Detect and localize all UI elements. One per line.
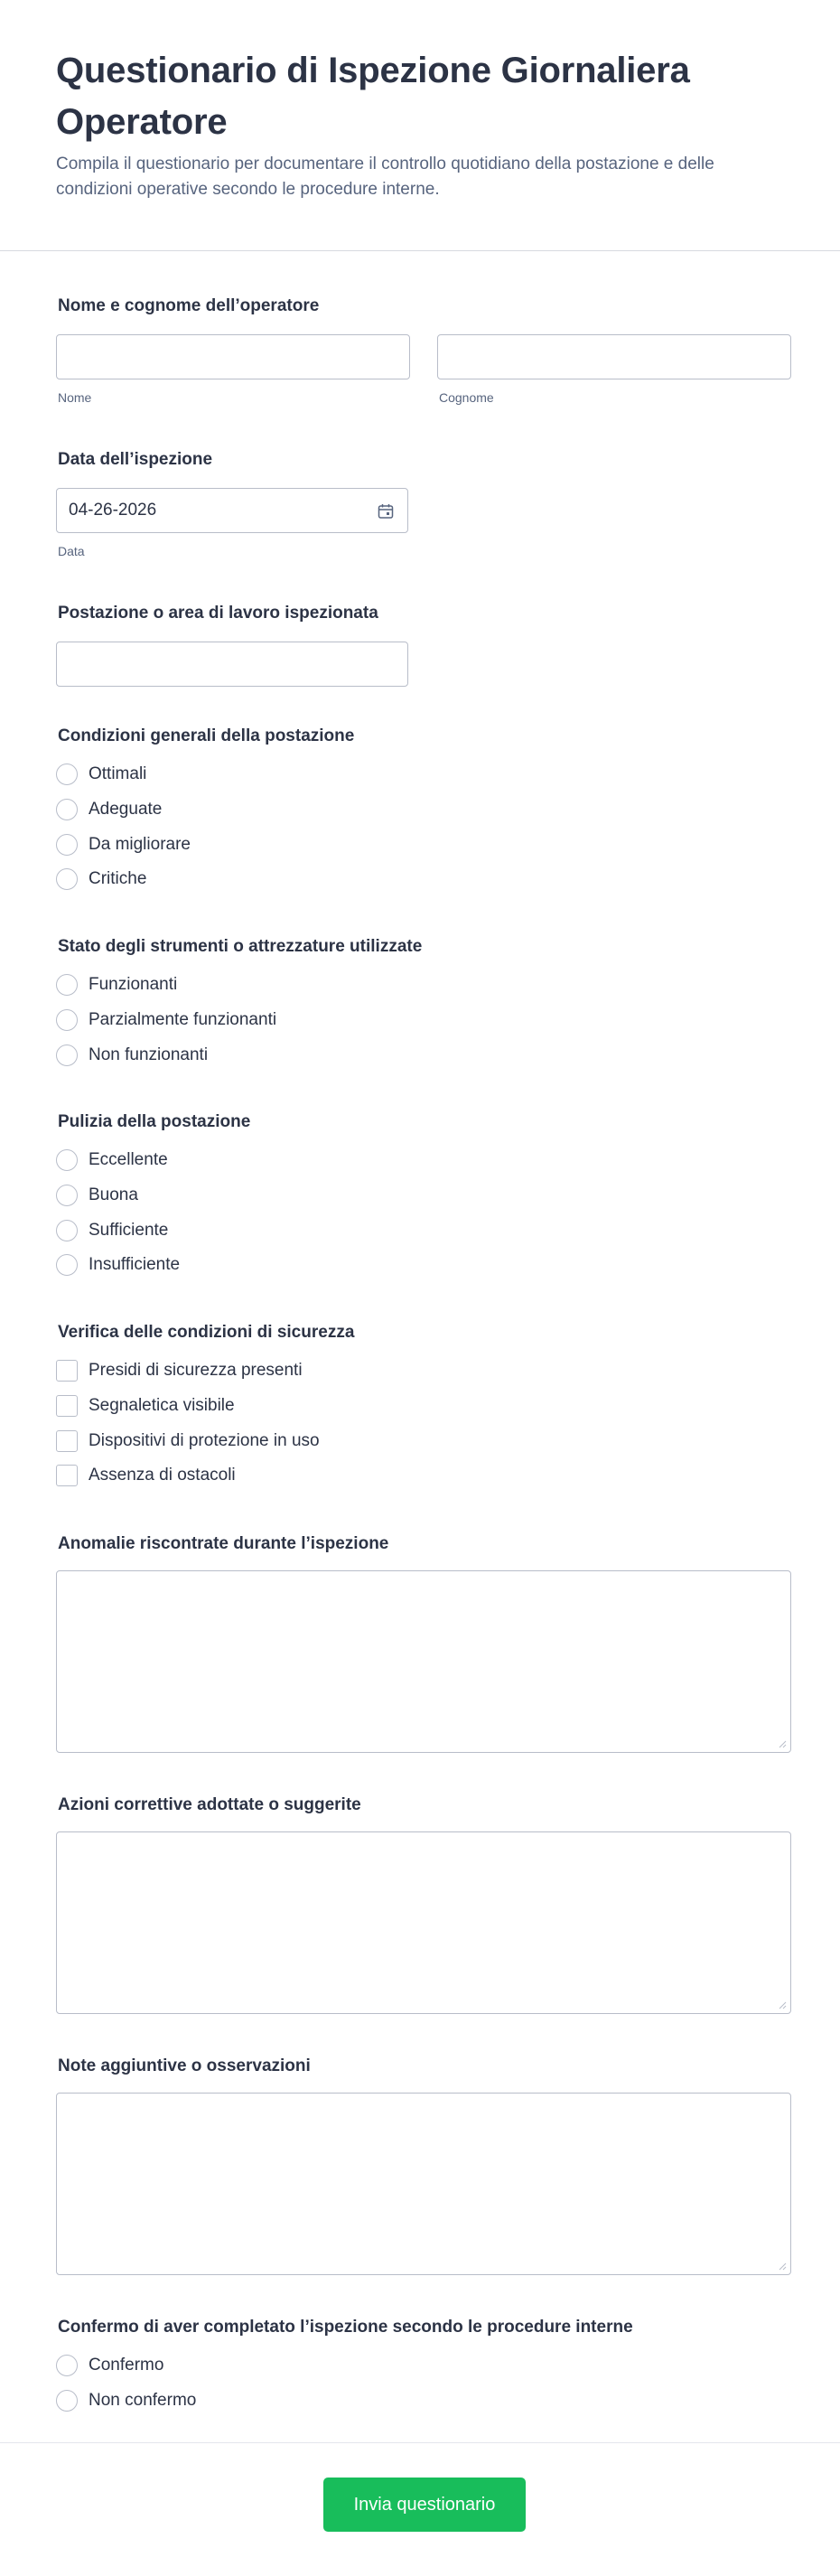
radio-button[interactable] bbox=[56, 799, 78, 820]
option-label: Insufficiente bbox=[89, 1255, 181, 1274]
option-label: Segnaletica visibile bbox=[89, 1396, 235, 1415]
inspection-date-label: Data dell’ispezione bbox=[58, 450, 213, 469]
option-label: Parzialmente funzionanti bbox=[89, 1010, 277, 1029]
radio-button[interactable] bbox=[56, 2355, 78, 2376]
first-name-input[interactable] bbox=[56, 334, 410, 379]
page-subtitle: Compila il questionario per documentare il controllo quotidiano della postazione e delle condizioni operative secondo le procedure interne. bbox=[56, 155, 714, 199]
radio-button[interactable] bbox=[56, 834, 78, 856]
radio-option[interactable] bbox=[56, 833, 191, 857]
checkbox[interactable] bbox=[56, 1430, 78, 1452]
radio-option[interactable] bbox=[56, 1219, 168, 1242]
radio-option[interactable] bbox=[56, 867, 146, 891]
checkbox[interactable] bbox=[56, 1360, 78, 1382]
first-name-sublabel: Nome bbox=[58, 390, 92, 405]
form-body bbox=[0, 251, 840, 2442]
radio-option[interactable] bbox=[56, 2389, 196, 2412]
option-label: Dispositivi di protezione in uso bbox=[89, 1431, 320, 1450]
safety-field bbox=[56, 1323, 791, 1494]
checkbox[interactable] bbox=[56, 1395, 78, 1417]
resize-grip-icon[interactable] bbox=[778, 1739, 787, 1748]
checkbox-option[interactable] bbox=[56, 1359, 303, 1382]
option-label: Presidi di sicurezza presenti bbox=[89, 1361, 303, 1380]
operator-name-field bbox=[56, 296, 791, 405]
checkbox-option[interactable] bbox=[56, 1464, 236, 1487]
radio-option[interactable] bbox=[56, 1008, 276, 1032]
date-value: 04-26-2026 bbox=[69, 501, 157, 520]
radio-button[interactable] bbox=[56, 1254, 78, 1276]
date-sublabel: Data bbox=[58, 544, 85, 558]
radio-option[interactable] bbox=[56, 763, 146, 786]
radio-button[interactable] bbox=[56, 868, 78, 890]
anomalies-label: Anomalie riscontrate durante l’ispezione bbox=[58, 1534, 389, 1553]
corrective-actions-label: Azioni correttive adottate o suggerite bbox=[58, 1795, 361, 1814]
confirm-label: Confermo di aver completato l’ispezione secondo le procedure interne bbox=[58, 2318, 633, 2337]
radio-button[interactable] bbox=[56, 1220, 78, 1241]
last-name-sublabel: Cognome bbox=[439, 390, 494, 405]
notes-label: Note aggiuntive o osservazioni bbox=[58, 2056, 311, 2075]
tools-label: Stato degli strumenti o attrezzature utilizzate bbox=[58, 937, 423, 956]
notes-textarea[interactable] bbox=[56, 2093, 791, 2275]
safety-label: Verifica delle condizioni di sicurezza bbox=[58, 1323, 355, 1342]
radio-button[interactable] bbox=[56, 763, 78, 785]
radio-option[interactable] bbox=[56, 798, 162, 821]
corrective-actions-field bbox=[56, 1795, 791, 2021]
last-name-input[interactable] bbox=[437, 334, 791, 379]
radio-button[interactable] bbox=[56, 1185, 78, 1206]
option-label: Buona bbox=[89, 1185, 138, 1204]
conditions-field bbox=[56, 726, 791, 898]
radio-button[interactable] bbox=[56, 974, 78, 996]
anomalies-field bbox=[56, 1534, 791, 1760]
option-label: Sufficiente bbox=[89, 1221, 169, 1240]
checkbox-option[interactable] bbox=[56, 1394, 235, 1418]
radio-button[interactable] bbox=[56, 1149, 78, 1171]
option-label: Confermo bbox=[89, 2356, 164, 2375]
calendar-icon[interactable] bbox=[377, 502, 395, 520]
notes-field bbox=[56, 2056, 791, 2282]
form-footer bbox=[0, 2442, 840, 2576]
radio-option[interactable] bbox=[56, 973, 177, 997]
radio-button[interactable] bbox=[56, 2390, 78, 2412]
checkbox[interactable] bbox=[56, 1465, 78, 1486]
option-label: Non confermo bbox=[89, 2391, 197, 2410]
radio-button[interactable] bbox=[56, 1044, 78, 1066]
radio-option[interactable] bbox=[56, 1044, 208, 1067]
cleanliness-field bbox=[56, 1112, 791, 1284]
resize-grip-icon[interactable] bbox=[778, 2262, 787, 2271]
operator-name-label: Nome e cognome dell’operatore bbox=[58, 296, 320, 315]
radio-option[interactable] bbox=[56, 1253, 180, 1277]
inspection-date-field bbox=[56, 450, 791, 558]
option-label: Eccellente bbox=[89, 1150, 168, 1169]
workstation-input[interactable] bbox=[56, 642, 408, 687]
form-header bbox=[0, 0, 840, 251]
option-label: Ottimali bbox=[89, 764, 147, 783]
tools-field bbox=[56, 937, 791, 1073]
checkbox-option[interactable] bbox=[56, 1429, 320, 1453]
radio-option[interactable] bbox=[56, 1148, 168, 1172]
date-input[interactable] bbox=[56, 488, 408, 533]
option-label: Non funzionanti bbox=[89, 1045, 209, 1064]
option-label: Da migliorare bbox=[89, 835, 191, 854]
radio-option[interactable] bbox=[56, 2354, 163, 2377]
radio-button[interactable] bbox=[56, 1009, 78, 1031]
radio-option[interactable] bbox=[56, 1184, 138, 1207]
option-label: Assenza di ostacoli bbox=[89, 1466, 236, 1485]
submit-button[interactable]: Invia questionario bbox=[323, 2478, 526, 2532]
resize-grip-icon[interactable] bbox=[778, 2000, 787, 2009]
workstation-field bbox=[56, 604, 791, 689]
option-label: Funzionanti bbox=[89, 975, 178, 994]
confirm-field bbox=[56, 2318, 791, 2417]
anomalies-textarea[interactable] bbox=[56, 1570, 791, 1753]
corrective-actions-textarea[interactable] bbox=[56, 1831, 791, 2014]
workstation-label: Postazione o area di lavoro ispezionata bbox=[58, 604, 378, 623]
option-label: Adeguate bbox=[89, 800, 163, 819]
option-label: Critiche bbox=[89, 869, 147, 888]
cleanliness-label: Pulizia della postazione bbox=[58, 1112, 251, 1131]
page-title: Questionario di Ispezione Giornaliera Operatore bbox=[56, 51, 690, 142]
conditions-label: Condizioni generali della postazione bbox=[58, 726, 355, 745]
